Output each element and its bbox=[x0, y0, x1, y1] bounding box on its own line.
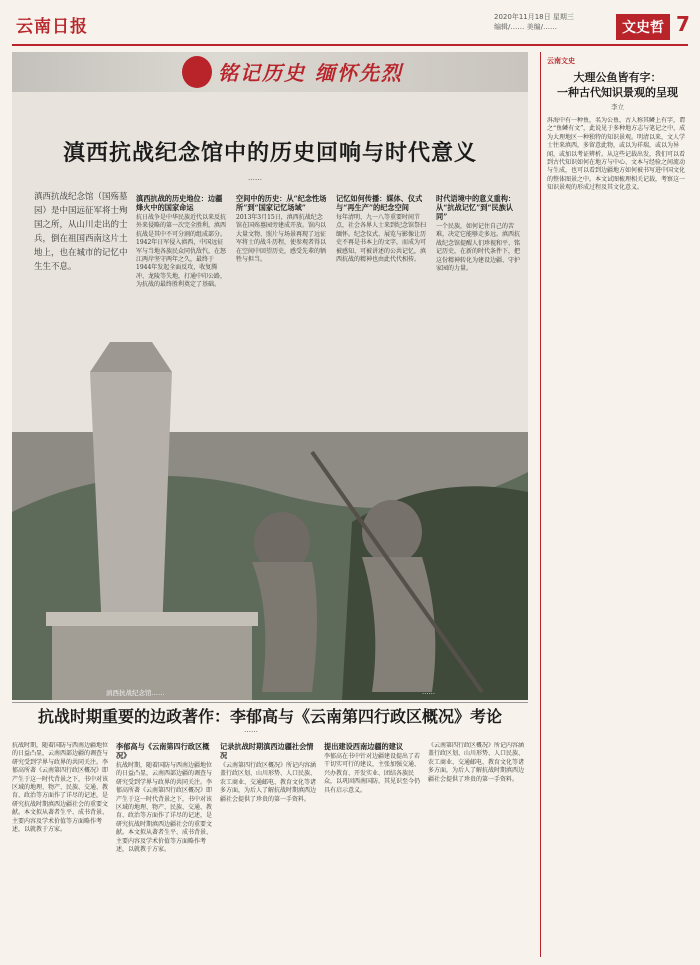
article-column bbox=[436, 194, 524, 412]
column-text: 2013年3月15日，滇西抗战纪念馆在国殇墓园旁建成开放。馆内以大量文物、照片与场景再现了远征军将士的战斗历程，使参观者得以在空间中回望历史，感受先辈的牺牲与担当。 bbox=[236, 214, 327, 264]
article-byline: …… bbox=[244, 726, 258, 734]
section-divider bbox=[12, 702, 528, 703]
article-column bbox=[428, 742, 528, 956]
column-heading: 李郁高与《云南第四行政区概况》 bbox=[116, 742, 210, 760]
article-headline: 抗战时期重要的边政著作：李郁高与《云南第四行政区概况》考论 bbox=[37, 707, 502, 726]
section-banner bbox=[12, 52, 528, 92]
column-heading: 提出建设西南边疆的建议 bbox=[324, 742, 404, 751]
sidebar-byline: 李立 bbox=[611, 103, 624, 111]
section-tag: 文史哲 bbox=[616, 14, 670, 40]
column-heading: 时代语境中的意义重构：从“抗战记忆”到“民族认同” bbox=[436, 194, 516, 221]
article-column bbox=[12, 742, 108, 956]
sidebar-tag: 云南文史 bbox=[547, 57, 575, 65]
column-text: 一个民族，如何记住自己的苦难，决定它能够走多远。滇西抗战纪念馆提醒人们珍视和平、铭记历史，在新的时代条件下，把这份精神转化为建设边疆、守护家园的力量。 bbox=[436, 223, 521, 273]
article-column bbox=[336, 194, 428, 412]
issue-meta bbox=[494, 12, 614, 32]
article-column bbox=[116, 742, 212, 956]
photo-caption: …… bbox=[422, 688, 435, 696]
column-text: 抗战时期，随着国防与西南边疆地位的日益凸显，云南西部边疆的调查与研究受到学界与政界的共同关注。李郁高所著《云南第四行政区概况》即产生于这一时代背景之下，书中对该区域的地理、物产、民族、交通、教育、政治等方面作了详尽的记述，是研究抗战时期滇西边疆社会的重要文献。本文拟从著者生平、成书背景、主要内容及学术价值等方面略作考述，以就教于方家。 bbox=[116, 762, 212, 854]
feature-article bbox=[12, 92, 528, 700]
sidebar-text: 洱海中有一种鱼，名为公鱼，古人称其鳞上有字，谓之“鱼鳞有文”，此说见于多种地方志与笔记之中，成为大理地区一种独特的知识景观。明清以来，文人学士往来滇西，多留意此物，或以为祥瑞，或以为异闻，或加以考证辨析。从这些记载出发，我们可以看到古代知识如何在地方与中心、文本与经验之间流动与生成，也可以看到边疆地方如何被书写进中国文化的整体图景之中。本文试图梳理相关记载，考察这一知识景观的形成过程及其文化意义。 bbox=[547, 117, 686, 192]
column-heading: 记忆如何传播：媒体、仪式与“再生产”的纪念空间 bbox=[336, 194, 423, 212]
article-column bbox=[236, 194, 328, 412]
column-text: 每年清明、九一八等重要时间节点，社会各界人士来到纪念馆祭扫缅怀。纪念仪式、展览与影像让历史不再是书本上的文字，而成为可被感知、可被讲述的公共记忆，滇西抗战的精神也由此代代相传。 bbox=[336, 214, 427, 264]
article-lede: 滇西抗战纪念馆（国殇墓园）是中国远征军将士殉国之所，从山川走出的士兵，倒在祖国西南这片土地上，也在城市的记忆中生生不息。 bbox=[34, 192, 128, 272]
column-text: 《云南第四行政区概况》所记内容涵盖行政区划、山川形势、人口民族、农工商业、交通邮电、教育文化等诸多方面，为后人了解抗战时期滇西边疆社会提供了珍贵的第一手资料。 bbox=[220, 762, 316, 803]
column-heading: 滇西抗战的历史地位：边疆烽火中的国家命运 bbox=[136, 194, 223, 212]
sidebar-article bbox=[540, 52, 688, 957]
main-column bbox=[12, 52, 528, 957]
sidebar-title-line: 大理公鱼皆有字： bbox=[573, 71, 662, 84]
column-heading: 记录抗战时期滇西边疆社会情况 bbox=[220, 742, 314, 760]
column-text: 抗战时期，随着国防与西南边疆地位的日益凸显，云南西部边疆的调查与研究受到学界与政界的共同关注。李郁高所著《云南第四行政区概况》即产生于这一时代背景之下，书中对该区域的地理、物产、民族、交通、教育、政治等方面作了详尽的记述，是研究抗战时期滇西边疆社会的重要文献。本文拟从著者生平、成书背景、主要内容及学术价值等方面略作考述，以就教于方家。 bbox=[12, 742, 108, 834]
editors: 编辑/…… 美编/…… bbox=[494, 23, 557, 31]
sidebar-title-line: 一种古代知识景观的呈现 bbox=[557, 86, 678, 99]
column-text: 李郁高在书中针对边疆建设提出了若干切实可行的建议，主张加强交通、兴办教育、开发实业、团结各族民众，以巩固西南国防，其见识至今仍具有启示意义。 bbox=[324, 753, 420, 794]
column-heading: 空间中的历史：从“纪念性场所”到“国家记忆场域” bbox=[236, 194, 327, 212]
article-byline: …… bbox=[248, 174, 262, 182]
masthead bbox=[12, 6, 688, 46]
article-column bbox=[324, 742, 420, 956]
banner-seal-icon bbox=[182, 56, 212, 88]
article-column bbox=[136, 194, 228, 412]
sidebar-title bbox=[547, 70, 688, 100]
column-text: 《云南第四行政区概况》所记内容涵盖行政区划、山川形势、人口民族、农工商业、交通邮电、教育文化等诸多方面，为后人了解抗战时期滇西边疆社会提供了珍贵的第一手资料。 bbox=[428, 742, 525, 783]
page-number: 7 bbox=[676, 12, 690, 36]
article-column bbox=[220, 742, 316, 956]
article-headline: 滇西抗战纪念馆中的历史回响与时代意义 bbox=[62, 140, 477, 166]
column-text: 抗日战争是中华民族近代以来反抗外来侵略的第一次完全胜利，滇西抗战是其中不可分割的组成部分。1942年日军侵入滇西，中国远征军与当地各族民众同仇敌忾，在怒江两岸坚守两年之久，最终于1944年发起全面反攻，收复腾冲、龙陵等失地，打通中印公路，为抗战的最终胜利奠定了基础。 bbox=[136, 214, 227, 289]
photo-caption: 滇西抗战纪念馆…… bbox=[106, 689, 165, 697]
banner-text: 铭记历史 缅怀先烈 bbox=[218, 61, 403, 85]
issue-date: 2020年11月18日 星期三 bbox=[494, 13, 574, 21]
newspaper-logo: 云南日报 bbox=[16, 17, 88, 37]
